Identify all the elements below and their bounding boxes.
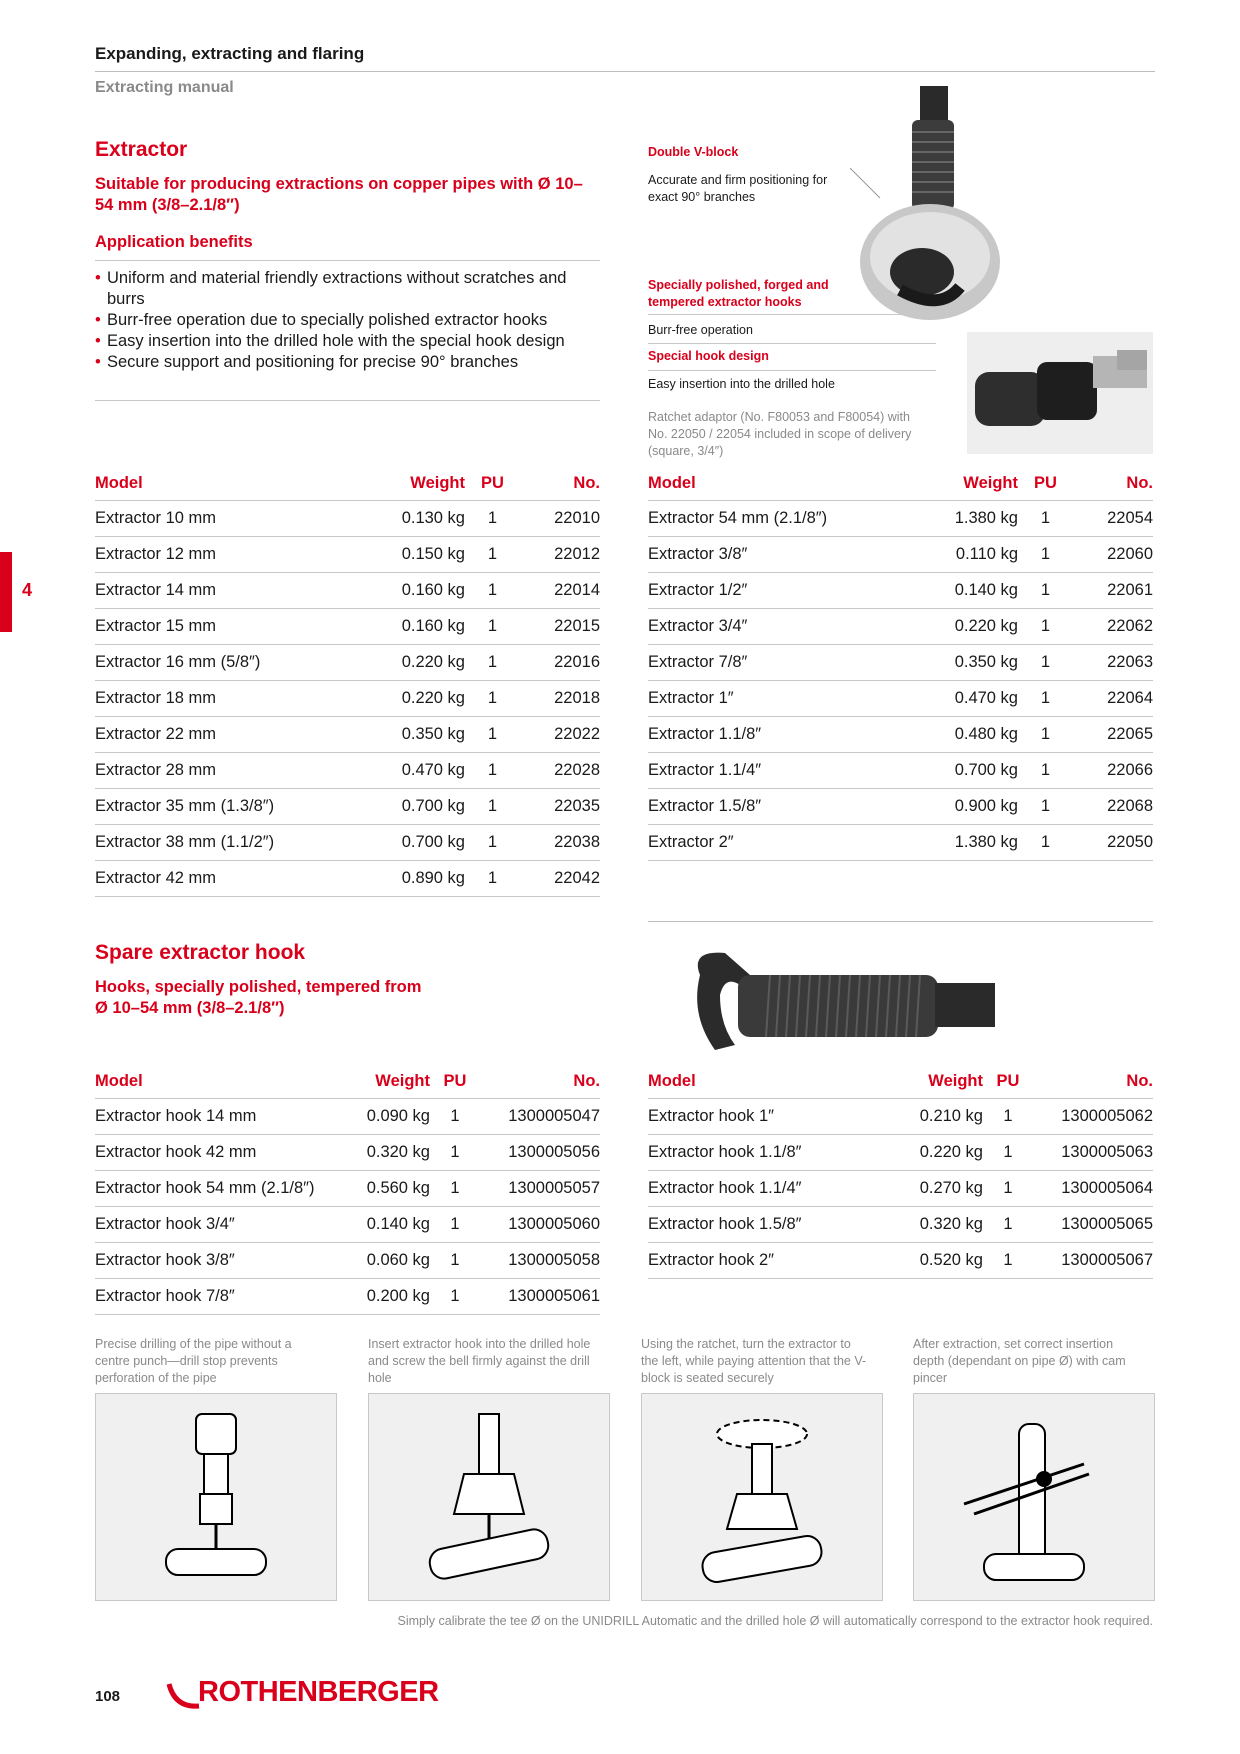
hook-table-left bbox=[95, 1064, 600, 1315]
model-cell: Extractor 15 mm bbox=[95, 609, 395, 645]
model-cell: Extractor hook 54 mm (2.1/8″) bbox=[95, 1171, 365, 1207]
weight-cell: 0.140 kg bbox=[948, 573, 1018, 609]
weight-cell: 0.160 kg bbox=[395, 573, 465, 609]
no-cell: 22028 bbox=[520, 753, 600, 789]
table-row bbox=[95, 717, 600, 753]
weight-cell: 0.700 kg bbox=[948, 753, 1018, 789]
benefit-item: • Secure support and positioning for precise 90° branches bbox=[95, 352, 605, 373]
step-illustration-drilling bbox=[95, 1393, 337, 1601]
table-row bbox=[648, 717, 1153, 753]
weight-cell: 0.160 kg bbox=[395, 609, 465, 645]
model-cell: Extractor hook 14 mm bbox=[95, 1099, 365, 1135]
model-cell: Extractor 1.1/4″ bbox=[648, 753, 948, 789]
table-header-row bbox=[95, 1064, 600, 1099]
col-model: Model bbox=[95, 466, 395, 501]
model-cell: Extractor hook 1.1/8″ bbox=[648, 1135, 918, 1171]
pu-cell: 1 bbox=[983, 1243, 1033, 1279]
page-number: 108 bbox=[95, 1688, 121, 1705]
table-row bbox=[95, 753, 600, 789]
table-row bbox=[95, 1279, 600, 1315]
table-row bbox=[95, 537, 600, 573]
pu-cell: 1 bbox=[430, 1171, 480, 1207]
pu-cell: 1 bbox=[430, 1099, 480, 1135]
step-caption: Insert extractor hook into the drilled hole and screw the bell firmly against the drill hole bbox=[368, 1337, 591, 1385]
extractor-table-left bbox=[95, 466, 600, 897]
pu-cell: 1 bbox=[1018, 609, 1073, 645]
model-cell: Extractor 22 mm bbox=[95, 717, 395, 753]
no-cell: 22054 bbox=[1073, 501, 1153, 537]
no-cell: 1300005064 bbox=[1033, 1171, 1153, 1207]
model-cell: Extractor 1″ bbox=[648, 681, 948, 717]
weight-cell: 0.110 kg bbox=[948, 537, 1018, 573]
callout-rule bbox=[648, 343, 936, 344]
pu-cell: 1 bbox=[1018, 573, 1073, 609]
weight-cell: 0.320 kg bbox=[365, 1135, 430, 1171]
chapter-number: 4 bbox=[22, 580, 33, 600]
weight-cell: 0.900 kg bbox=[948, 789, 1018, 825]
no-cell: 22015 bbox=[520, 609, 600, 645]
benefit-item: • Easy insertion into the drilled hole with the special hook design bbox=[95, 331, 605, 352]
no-cell: 1300005058 bbox=[480, 1243, 600, 1279]
weight-cell: 0.220 kg bbox=[948, 609, 1018, 645]
no-cell: 22038 bbox=[520, 825, 600, 861]
no-cell: 22063 bbox=[1073, 645, 1153, 681]
weight-cell: 0.090 kg bbox=[365, 1099, 430, 1135]
weight-cell: 0.470 kg bbox=[395, 753, 465, 789]
benefits-title: Application benefits bbox=[95, 233, 253, 251]
col-no: No. bbox=[1033, 1064, 1153, 1099]
table-row bbox=[95, 1171, 600, 1207]
model-cell: Extractor hook 2″ bbox=[648, 1243, 918, 1279]
model-cell: Extractor 3/8″ bbox=[648, 537, 948, 573]
model-cell: Extractor 28 mm bbox=[95, 753, 395, 789]
table-row bbox=[648, 1243, 1153, 1279]
col-no: No. bbox=[1073, 466, 1153, 501]
no-cell: 22065 bbox=[1073, 717, 1153, 753]
extractor-photo bbox=[850, 82, 1030, 322]
table-header-row bbox=[95, 466, 600, 501]
pu-cell: 1 bbox=[1018, 501, 1073, 537]
pu-cell: 1 bbox=[465, 753, 520, 789]
pu-cell: 1 bbox=[1018, 825, 1073, 861]
pu-cell: 1 bbox=[465, 573, 520, 609]
weight-cell: 1.380 kg bbox=[948, 825, 1018, 861]
footnote: Simply calibrate the tee Ø on the UNIDRILL Automatic and the drilled hole Ø will automatically correspond to the extractor hook required. bbox=[397, 1614, 1153, 1628]
model-cell: Extractor hook 1.1/4″ bbox=[648, 1171, 918, 1207]
model-cell: Extractor 35 mm (1.3/8″) bbox=[95, 789, 395, 825]
table-row bbox=[95, 789, 600, 825]
pu-cell: 1 bbox=[465, 681, 520, 717]
model-cell: Extractor 16 mm (5/8″) bbox=[95, 645, 395, 681]
no-cell: 22014 bbox=[520, 573, 600, 609]
model-cell: Extractor hook 7/8″ bbox=[95, 1279, 365, 1315]
table-row bbox=[648, 537, 1153, 573]
weight-cell: 0.150 kg bbox=[395, 537, 465, 573]
weight-cell: 0.200 kg bbox=[365, 1279, 430, 1315]
no-cell: 22016 bbox=[520, 645, 600, 681]
pu-cell: 1 bbox=[983, 1171, 1033, 1207]
pu-cell: 1 bbox=[465, 645, 520, 681]
ratchet-note: Ratchet adaptor (No. F80053 and F80054) with No. 22050 / 22054 included in scope of delivery (square, 3/4″) bbox=[648, 410, 912, 458]
weight-cell: 0.270 kg bbox=[918, 1171, 983, 1207]
col-weight: Weight bbox=[918, 1064, 983, 1099]
model-cell: Extractor 3/4″ bbox=[648, 609, 948, 645]
section-divider bbox=[648, 921, 1153, 922]
model-cell: Extractor hook 1.5/8″ bbox=[648, 1207, 918, 1243]
weight-cell: 0.350 kg bbox=[948, 645, 1018, 681]
table-row bbox=[648, 573, 1153, 609]
step-caption: After extraction, set correct insertion depth (dependant on pipe Ø) with cam pincer bbox=[913, 1337, 1126, 1385]
model-cell: Extractor 7/8″ bbox=[648, 645, 948, 681]
no-cell: 1300005056 bbox=[480, 1135, 600, 1171]
no-cell: 1300005057 bbox=[480, 1171, 600, 1207]
subsection-title: Extracting manual bbox=[95, 79, 234, 96]
model-cell: Extractor 18 mm bbox=[95, 681, 395, 717]
weight-cell: 1.380 kg bbox=[948, 501, 1018, 537]
table-row bbox=[95, 1135, 600, 1171]
table-row bbox=[648, 825, 1153, 861]
weight-cell: 0.060 kg bbox=[365, 1243, 430, 1279]
weight-cell: 0.220 kg bbox=[395, 681, 465, 717]
table-row bbox=[648, 609, 1153, 645]
pu-cell: 1 bbox=[1018, 681, 1073, 717]
no-cell: 22010 bbox=[520, 501, 600, 537]
extractor-subtitle: Suitable for producing extractions on copper pipes with Ø 10–54 mm (3/8–2.1/8″) bbox=[95, 175, 583, 214]
spare-hook-photo bbox=[680, 945, 1120, 1065]
table-row bbox=[648, 681, 1153, 717]
table-header-row bbox=[648, 466, 1153, 501]
weight-cell: 0.700 kg bbox=[395, 825, 465, 861]
no-cell: 1300005063 bbox=[1033, 1135, 1153, 1171]
table-row bbox=[95, 681, 600, 717]
no-cell: 22068 bbox=[1073, 789, 1153, 825]
callout-rule bbox=[648, 370, 936, 371]
model-cell: Extractor hook 1″ bbox=[648, 1099, 918, 1135]
weight-cell: 0.560 kg bbox=[365, 1171, 430, 1207]
pu-cell: 1 bbox=[983, 1207, 1033, 1243]
col-weight: Weight bbox=[395, 466, 465, 501]
pu-cell: 1 bbox=[465, 537, 520, 573]
table-row bbox=[95, 825, 600, 861]
weight-cell: 0.890 kg bbox=[395, 861, 465, 897]
hook-table-right bbox=[648, 1064, 1153, 1279]
benefits-rule-bottom bbox=[95, 400, 600, 401]
table-row bbox=[648, 501, 1153, 537]
table-row bbox=[95, 1207, 600, 1243]
no-cell: 1300005061 bbox=[480, 1279, 600, 1315]
step-caption: Precise drilling of the pipe without a centre punch—drill stop prevents perforation of the pipe bbox=[95, 1337, 292, 1385]
table-row bbox=[95, 573, 600, 609]
spare-hook-title: Spare extractor hook bbox=[95, 941, 306, 964]
weight-cell: 0.700 kg bbox=[395, 789, 465, 825]
spare-hook-subtitle: Hooks, specially polished, tempered from Ø 10–54 mm (3/8–2.1/8″) bbox=[95, 978, 422, 1017]
model-cell: Extractor 1.1/8″ bbox=[648, 717, 948, 753]
table-row bbox=[95, 645, 600, 681]
col-model: Model bbox=[95, 1064, 365, 1099]
model-cell: Extractor 2″ bbox=[648, 825, 948, 861]
model-cell: Extractor 42 mm bbox=[95, 861, 395, 897]
model-cell: Extractor hook 3/4″ bbox=[95, 1207, 365, 1243]
weight-cell: 0.220 kg bbox=[918, 1135, 983, 1171]
weight-cell: 0.130 kg bbox=[395, 501, 465, 537]
model-cell: Extractor 1/2″ bbox=[648, 573, 948, 609]
model-cell: Extractor hook 3/8″ bbox=[95, 1243, 365, 1279]
no-cell: 22064 bbox=[1073, 681, 1153, 717]
weight-cell: 0.320 kg bbox=[918, 1207, 983, 1243]
table-row bbox=[648, 753, 1153, 789]
col-no: No. bbox=[480, 1064, 600, 1099]
no-cell: 1300005060 bbox=[480, 1207, 600, 1243]
col-pu: PU bbox=[465, 466, 520, 501]
table-row bbox=[648, 789, 1153, 825]
pu-cell: 1 bbox=[465, 501, 520, 537]
table-row bbox=[95, 1243, 600, 1279]
no-cell: 22022 bbox=[520, 717, 600, 753]
col-pu: PU bbox=[983, 1064, 1033, 1099]
no-cell: 22042 bbox=[520, 861, 600, 897]
weight-cell: 0.350 kg bbox=[395, 717, 465, 753]
pu-cell: 1 bbox=[983, 1135, 1033, 1171]
no-cell: 22061 bbox=[1073, 573, 1153, 609]
model-cell: Extractor 14 mm bbox=[95, 573, 395, 609]
extractor-table-right bbox=[648, 466, 1153, 861]
table-row bbox=[95, 609, 600, 645]
ratchet-adaptor-photo bbox=[967, 332, 1153, 454]
callout-vblock-title: Double V-block bbox=[648, 145, 739, 159]
step-caption: Using the ratchet, turn the extractor to the left, while paying attention that the V-block is seated securely bbox=[641, 1337, 867, 1385]
pu-cell: 1 bbox=[1018, 717, 1073, 753]
pu-cell: 1 bbox=[1018, 753, 1073, 789]
weight-cell: 0.210 kg bbox=[918, 1099, 983, 1135]
pu-cell: 1 bbox=[465, 825, 520, 861]
model-cell: Extractor hook 42 mm bbox=[95, 1135, 365, 1171]
table-row bbox=[648, 645, 1153, 681]
step-illustration-cam-pincer bbox=[913, 1393, 1155, 1601]
no-cell: 22062 bbox=[1073, 609, 1153, 645]
weight-cell: 0.480 kg bbox=[948, 717, 1018, 753]
no-cell: 1300005065 bbox=[1033, 1207, 1153, 1243]
benefits-list bbox=[95, 268, 605, 373]
extractor-title: Extractor bbox=[95, 138, 188, 161]
table-row bbox=[95, 861, 600, 897]
weight-cell: 0.520 kg bbox=[918, 1243, 983, 1279]
model-cell: Extractor 54 mm (2.1/8″) bbox=[648, 501, 948, 537]
callout-hooks-title: Specially polished, forged and tempered extractor hooks bbox=[648, 278, 829, 309]
callout-hooks-desc: Burr-free operation bbox=[648, 323, 753, 337]
no-cell: 22060 bbox=[1073, 537, 1153, 573]
table-row bbox=[95, 1099, 600, 1135]
pu-cell: 1 bbox=[465, 789, 520, 825]
callout-vblock-desc: Accurate and firm positioning for exact 90° branches bbox=[648, 173, 828, 204]
weight-cell: 0.470 kg bbox=[948, 681, 1018, 717]
benefit-item: • Burr-free operation due to specially polished extractor hooks bbox=[95, 310, 605, 331]
col-pu: PU bbox=[1018, 466, 1073, 501]
pu-cell: 1 bbox=[430, 1243, 480, 1279]
pu-cell: 1 bbox=[465, 717, 520, 753]
col-model: Model bbox=[648, 466, 948, 501]
no-cell: 22012 bbox=[520, 537, 600, 573]
table-row bbox=[648, 1207, 1153, 1243]
col-no: No. bbox=[520, 466, 600, 501]
header-divider bbox=[95, 71, 1155, 72]
pu-cell: 1 bbox=[430, 1279, 480, 1315]
col-pu: PU bbox=[430, 1064, 480, 1099]
no-cell: 22018 bbox=[520, 681, 600, 717]
col-model: Model bbox=[648, 1064, 918, 1099]
benefits-rule-top bbox=[95, 260, 600, 261]
table-row bbox=[648, 1171, 1153, 1207]
callout-design-title: Special hook design bbox=[648, 349, 769, 363]
pu-cell: 1 bbox=[430, 1135, 480, 1171]
model-cell: Extractor 10 mm bbox=[95, 501, 395, 537]
model-cell: Extractor 12 mm bbox=[95, 537, 395, 573]
model-cell: Extractor 38 mm (1.1/2″) bbox=[95, 825, 395, 861]
weight-cell: 0.220 kg bbox=[395, 645, 465, 681]
model-cell: Extractor 1.5/8″ bbox=[648, 789, 948, 825]
no-cell: 22066 bbox=[1073, 753, 1153, 789]
pu-cell: 1 bbox=[430, 1207, 480, 1243]
table-header-row bbox=[648, 1064, 1153, 1099]
chapter-tab bbox=[0, 552, 12, 632]
pu-cell: 1 bbox=[465, 609, 520, 645]
pu-cell: 1 bbox=[1018, 789, 1073, 825]
pu-cell: 1 bbox=[1018, 537, 1073, 573]
pu-cell: 1 bbox=[1018, 645, 1073, 681]
section-title: Expanding, extracting and flaring bbox=[95, 44, 365, 63]
pu-cell: 1 bbox=[983, 1099, 1033, 1135]
no-cell: 1300005062 bbox=[1033, 1099, 1153, 1135]
benefit-item: • Uniform and material friendly extractions without scratches and burrs bbox=[95, 268, 605, 310]
brand-wordmark: ROTHENBERGER bbox=[198, 1676, 439, 1708]
no-cell: 1300005047 bbox=[480, 1099, 600, 1135]
step-illustration-ratchet bbox=[641, 1393, 883, 1601]
col-weight: Weight bbox=[948, 466, 1018, 501]
table-row bbox=[648, 1099, 1153, 1135]
col-weight: Weight bbox=[365, 1064, 430, 1099]
table-row bbox=[95, 501, 600, 537]
no-cell: 1300005067 bbox=[1033, 1243, 1153, 1279]
weight-cell: 0.140 kg bbox=[365, 1207, 430, 1243]
table-row bbox=[648, 1135, 1153, 1171]
no-cell: 22050 bbox=[1073, 825, 1153, 861]
step-illustration-insert-hook bbox=[368, 1393, 610, 1601]
callout-design-desc: Easy insertion into the drilled hole bbox=[648, 377, 835, 391]
no-cell: 22035 bbox=[520, 789, 600, 825]
pu-cell: 1 bbox=[465, 861, 520, 897]
